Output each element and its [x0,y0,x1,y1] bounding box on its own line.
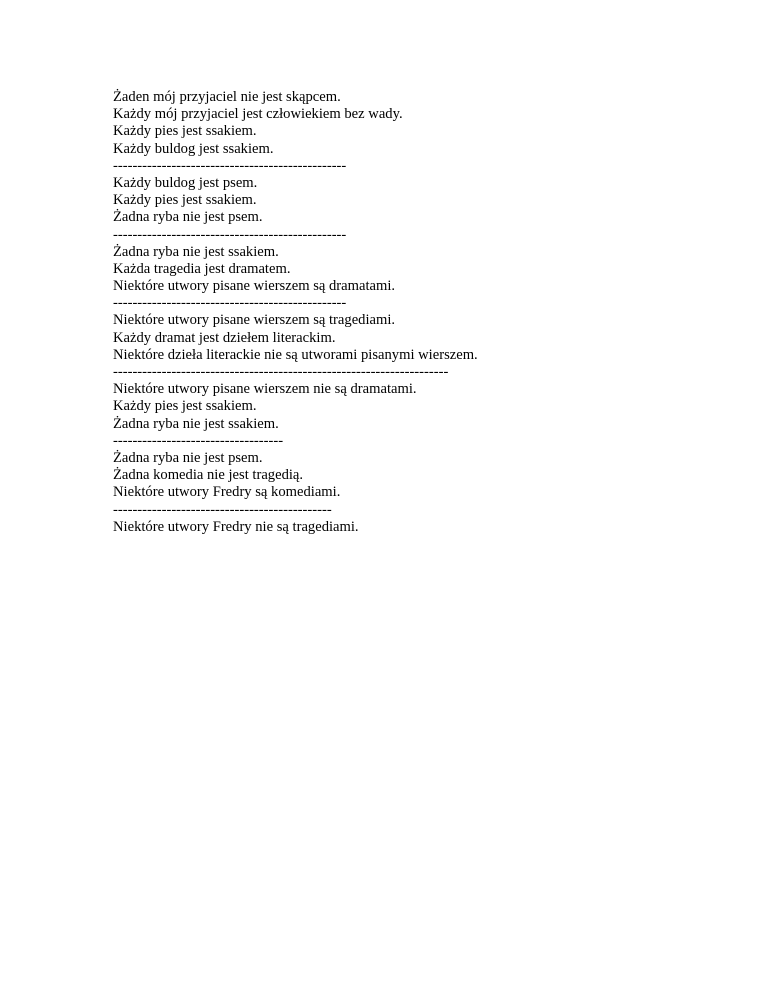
text-line: Każdy buldog jest psem. [113,174,258,191]
separator-line: ------------------------------------------------ [113,226,347,243]
separator-line: ----------------------------------- [113,432,284,449]
text-line: Każdy pies jest ssakiem. [113,192,257,209]
separator-line: --------------------------------------------------------------------- [113,364,449,380]
text-line: Żadna ryba nie jest psem. [113,209,263,226]
separator-line: --------------------------------------------- [113,501,332,518]
text-line: Żadna ryba nie jest psem. [113,449,263,466]
separator-line: ------------------------------------------------ [113,295,347,312]
text-line: Niektóre utwory Fredry są komediami. [113,484,341,501]
text-line: Niektóre dzieła literackie nie są utworami pisanymi wierszem. [113,346,478,363]
text-line: Każdy dramat jest dziełem literackim. [113,329,336,346]
text-line: Niektóre utwory pisane wierszem są tragediami. [113,312,396,329]
text-line: Niektóre utwory Fredry nie są tragediami. [113,518,359,535]
syllogism-text [113,89,713,536]
text-line: Niektóre utwory pisane wierszem są dramatami. [113,278,396,295]
text-line: Każdy buldog jest ssakiem. [113,140,274,157]
text-line: Każdy pies jest ssakiem. [113,398,257,415]
text-line: Żadna komedia nie jest tragedią. [113,467,304,484]
text-line: Każdy pies jest ssakiem. [113,123,257,140]
separator-line: ------------------------------------------------ [113,157,347,174]
text-line: Każda tragedia jest dramatem. [113,260,291,277]
text-line: Każdy mój przyjaciel jest człowiekiem bez wady. [113,106,403,123]
text-line: Żaden mój przyjaciel nie jest skąpcem. [113,89,341,105]
text-line: Niektóre utwory pisane wierszem nie są dramatami. [113,381,417,398]
text-line: Żadna ryba nie jest ssakiem. [113,415,279,432]
text-line: Żadna ryba nie jest ssakiem. [113,243,279,260]
